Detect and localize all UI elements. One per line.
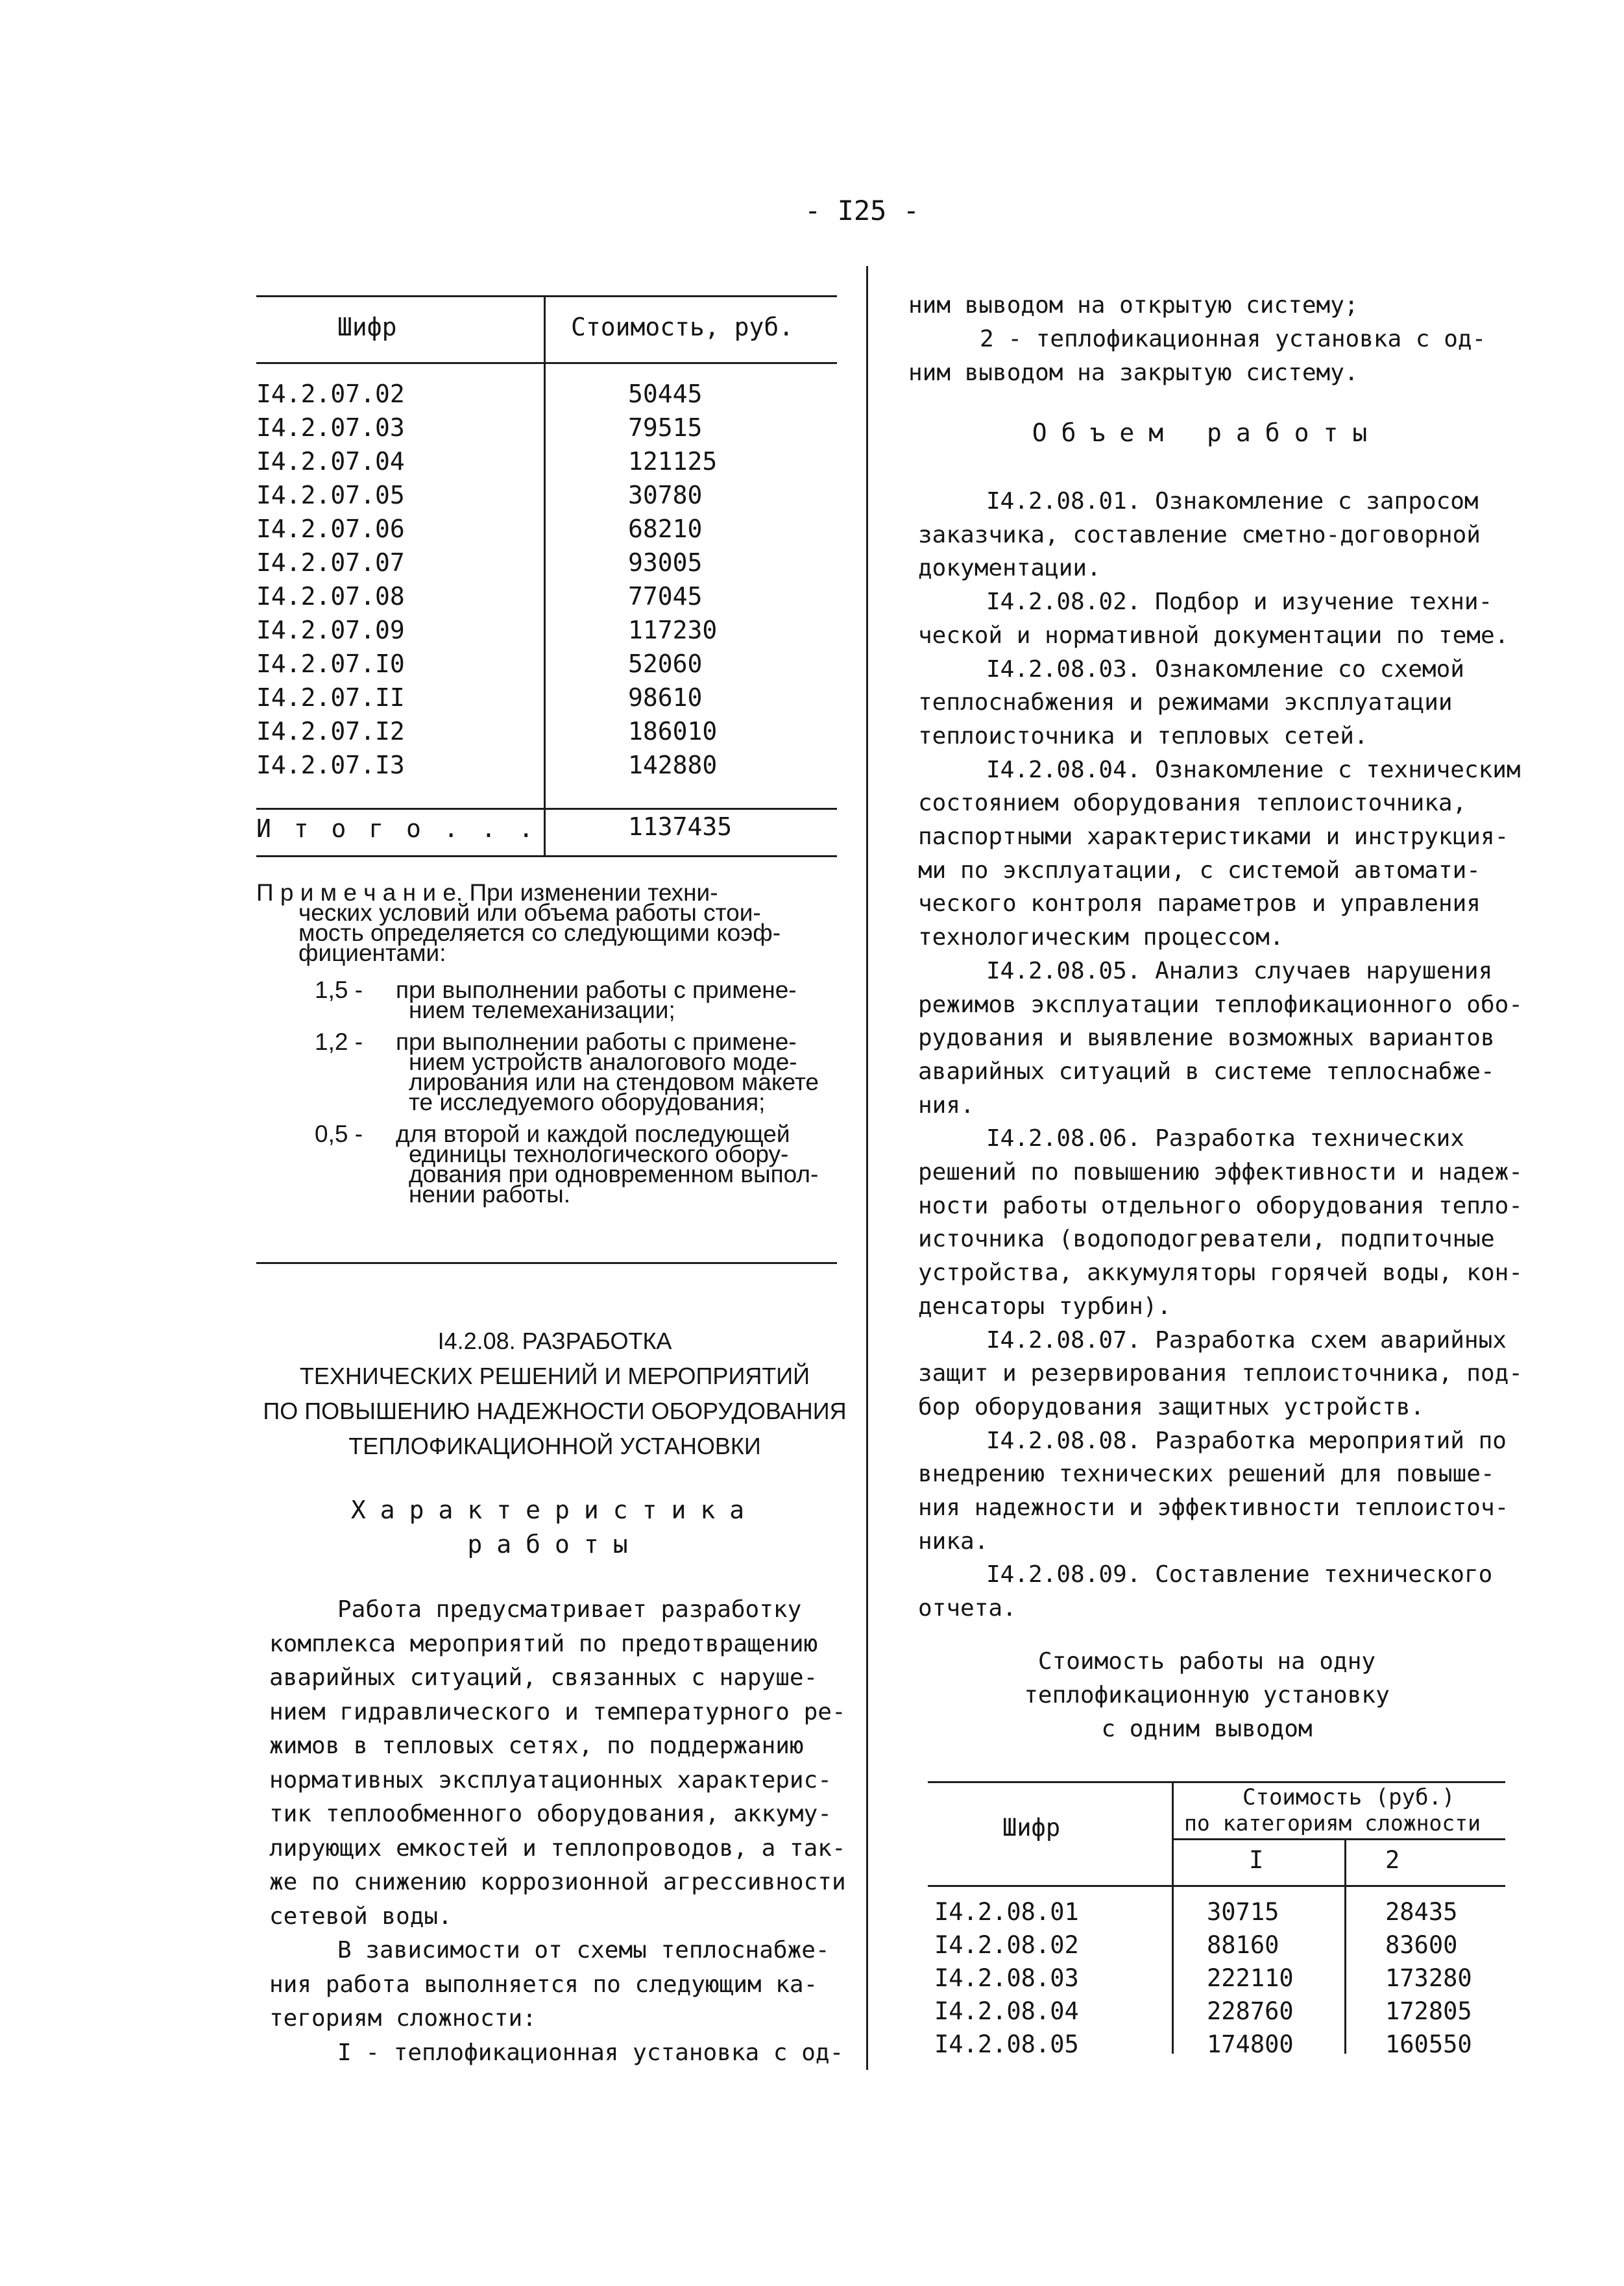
body-line: ческой и нормативной документации по теме. [918,622,1509,649]
body-line: документации. [918,555,1101,582]
body-line: ника. [918,1527,989,1555]
characteristic-heading-2: работы [467,1530,642,1559]
section-separator [256,1262,837,1264]
total-value: 1137435 [628,812,733,841]
body-line: I4.2.08.09. Составление технического [986,1561,1493,1588]
body-line: теплоисточника и тепловых сетей. [918,722,1368,749]
table2-row-code: I4.2.08.03 [934,1964,1079,1992]
table-row-code: I4.2.07.II [256,683,405,712]
table-row-code: I4.2.07.05 [256,481,405,509]
table-row-code: I4.2.07.03 [256,413,405,442]
section-title [256,1324,853,1464]
table2-caption [921,1645,1492,1746]
body-line: решений по повышению эффективности и надеж- [918,1159,1523,1186]
note-coefficient: 0,5 - [315,1121,363,1147]
body-line: паспортными характеристиками и инструкция- [918,823,1509,850]
caption-line: теплофикационную установку [1024,1682,1390,1708]
table-row-cost: 52060 [628,650,703,678]
body-line: ния. [918,1091,975,1119]
body-line: внедрению технических решений для повыше- [918,1461,1495,1488]
table2-row-code: I4.2.08.04 [934,1997,1079,2025]
table-row-code: I4.2.07.06 [256,515,405,543]
table-row-code: I4.2.07.08 [256,582,405,611]
table-row-code: I4.2.07.07 [256,548,405,577]
body-line: тик теплообменного оборудования, аккуму- [269,1801,832,1827]
table-row-cost: 30780 [628,481,703,509]
body-line: отчета. [918,1595,1017,1622]
body-line: 2 - теплофикационная установка с од- [980,326,1486,352]
table-row-code: I4.2.07.02 [256,380,405,408]
note-item-line: при выполнении работы с примене- [396,977,797,1003]
table-row-code: I4.2.07.09 [256,616,405,644]
body-line: ческого контроля параметров и управления [918,890,1481,918]
note-item-line: для второй и каждой последующей [396,1121,790,1147]
body-line: В зависимости от схемы теплоснабже- [337,1937,830,1964]
body-line: бор оборудования защитных устройств. [918,1393,1425,1420]
table-rule-header [256,362,837,364]
table2-header-cat2: 2 [1385,1846,1400,1874]
body-line: же по снижению коррозионной агрессивности [269,1869,846,1895]
body-line: устройства, аккумуляторы горячей воды, кон- [918,1259,1523,1287]
table2-header-cat1: I [1249,1846,1264,1874]
body-line: I - теплофикационная установка с од- [337,2039,844,2066]
table-header-cost: Стоимость, руб. [571,313,794,341]
table2-row-cat1: 88160 [1207,1931,1279,1959]
body-line: лирующих емкостей и теплопроводов, а так- [269,1834,846,1862]
note-line: фициентами: [298,940,446,966]
characteristic-heading: Характеристика [350,1496,759,1524]
body-line: тегориям сложности: [269,2005,537,2032]
column-divider [866,266,868,2070]
note-item-line: нием устройств аналогового моде- [409,1049,797,1075]
body-line: рудования и выявление возможных вариантов [918,1025,1495,1052]
body-line: теплоснабжения и режимами эксплуатации [918,689,1453,716]
body-line: I4.2.08.05. Анализ случаев нарушения [986,957,1493,984]
table-row-code: I4.2.07.I3 [256,751,405,779]
body-line: источника (водоподогреватели, подпиточные [918,1226,1495,1253]
total-label: И т о г о . . . [256,814,538,843]
table2-row-cat2: 172805 [1385,1997,1472,2025]
body-line: режимов эксплуатации теплофикационного обо- [918,991,1523,1018]
table2-header-code: Шифр [1002,1814,1061,1842]
table2-rule-sub [1173,1838,1505,1840]
table2-row-cat1: 228760 [1207,1997,1294,2025]
body-line: денсаторы турбин). [918,1293,1172,1320]
table-row-cost: 50445 [628,380,703,408]
note-item-line: дования при одновременном выпол- [409,1161,819,1187]
table2-row-cat1: 222110 [1207,1964,1294,1992]
body-line: комплекса мероприятий по предотвращению [269,1630,818,1657]
table-row-cost: 79515 [628,413,703,442]
section-title-line: ТЕПЛОФИКАЦИОННОЙ УСТАНОВКИ [348,1433,761,1459]
body-line: технологическим процессом. [918,924,1284,951]
table-row-cost: 68210 [628,515,703,543]
note-item-line: нием телемеханизации; [409,997,675,1023]
table2-col-divider-1 [1172,1781,1174,2054]
body-line: заказчика, составление сметно-договорной [918,521,1481,548]
page-number: - I25 - [805,195,920,226]
note-item-line: при выполнении работы с примене- [396,1028,797,1055]
table-row-cost: 93005 [628,548,703,577]
table-row-cost: 98610 [628,683,703,712]
table-row-cost: 77045 [628,582,703,611]
volume-heading: Объем работы [1032,419,1382,447]
table-row-cost: 117230 [628,616,718,644]
table2-row-code: I4.2.08.02 [934,1931,1079,1959]
table-col-divider [544,295,546,857]
body-line: аварийных ситуаций, связанных с наруше- [269,1664,818,1691]
body-line: I4.2.08.07. Разработка схем аварийных [986,1326,1507,1354]
table-row-cost: 142880 [628,751,718,779]
table2-header-cost: Стоимость (руб.) [1242,1784,1455,1810]
table2-row-cat1: 30715 [1207,1898,1279,1926]
body-line: ния надежности и эффективности теплоисточ- [918,1494,1509,1521]
table-rule-total [256,808,837,810]
body-line: ним выводом на открытую систему; [908,292,1359,319]
caption-line: с одним выводом [1101,1716,1313,1742]
body-line: состоянием оборудования теплоисточника, [918,790,1467,817]
body-line: I4.2.08.02. Подбор и изучение техни- [986,589,1493,616]
table-row-code: I4.2.07.I2 [256,717,405,746]
note-item-line: единицы технологического обору- [409,1141,789,1167]
note-line: мость определяется со следующими коэф- [298,919,781,946]
body-line: ним выводом на закрытую систему. [908,359,1359,386]
note-coefficient: 1,2 - [315,1028,363,1055]
table-rule-bottom [256,855,837,857]
note-line: П р и м е ч а н и е. При изменении техни- [256,879,718,906]
body-line: Работа предусматривает разработку [337,1596,802,1623]
body-line: I4.2.08.04. Ознакомление с техническим [986,756,1521,783]
table-row-code: I4.2.07.04 [256,447,405,476]
note-item-line: нении работы. [409,1181,570,1208]
body-line: нием гидравлического и температурного ре- [269,1698,846,1725]
table-row-cost: 186010 [628,717,718,746]
body-line: ности работы отдельного оборудования тепло- [918,1192,1523,1219]
table2-row-cat2: 160550 [1385,2030,1472,2058]
table-header-code: Шифр [337,313,397,341]
body-line: жимов в тепловых сетях, по поддержанию [269,1733,804,1759]
body-line: I4.2.08.08. Разработка мероприятий по [986,1427,1507,1454]
section-title-line: ПО ПОВЫШЕНИЮ НАДЕЖНОСТИ ОБОРУДОВАНИЯ [263,1398,847,1424]
table2-row-code: I4.2.08.01 [934,1898,1079,1926]
table2-row-cat2: 173280 [1385,1964,1472,1992]
body-line: I4.2.08.03. Ознакомление со схемой [986,655,1464,683]
table-row-cost: 121125 [628,447,718,476]
body-line: ния работа выполняется по следующим ка- [269,1971,818,1998]
body-line: I4.2.08.06. Разработка технических [986,1125,1464,1152]
note-line: ческих условий или объема работы стои- [298,899,761,926]
note-coefficient: 1,5 - [315,977,363,1003]
table2-row-cat1: 174800 [1207,2030,1294,2058]
body-line: защит и резервирования теплоисточника, под- [918,1360,1523,1387]
table2-header-categories: по категориям сложности [1184,1810,1481,1836]
body-line: I4.2.08.01. Ознакомление с запросом [986,488,1479,515]
body-line: ми по эксплуатации, с системой автомати- [918,857,1481,884]
note-item-line: лирования или на стендовом макете [409,1069,819,1095]
table2-col-divider-2 [1344,1840,1346,2054]
body-line: сетевой воды. [269,1903,452,1930]
table-row-code: I4.2.07.I0 [256,650,405,678]
note-item-line: те исследуемого оборудования; [409,1089,766,1115]
table2-row-cat2: 83600 [1385,1931,1458,1959]
table2-rule-top [928,1781,1505,1783]
table-rule-top [256,295,837,297]
table2-rule-header [928,1885,1505,1887]
section-title-line: ТЕХНИЧЕСКИХ РЕШЕНИЙ И МЕРОПРИЯТИЙ [299,1363,810,1389]
section-title-line: I4.2.08. РАЗРАБОТКА [437,1328,672,1354]
caption-line: Стоимость работы на одну [1037,1648,1376,1675]
table2-row-code: I4.2.08.05 [934,2030,1079,2058]
table2-row-cat2: 28435 [1385,1898,1458,1926]
body-line: аварийных ситуаций в системе теплоснабже- [918,1058,1495,1085]
body-line: нормативных эксплуатационных характерис- [269,1766,832,1794]
